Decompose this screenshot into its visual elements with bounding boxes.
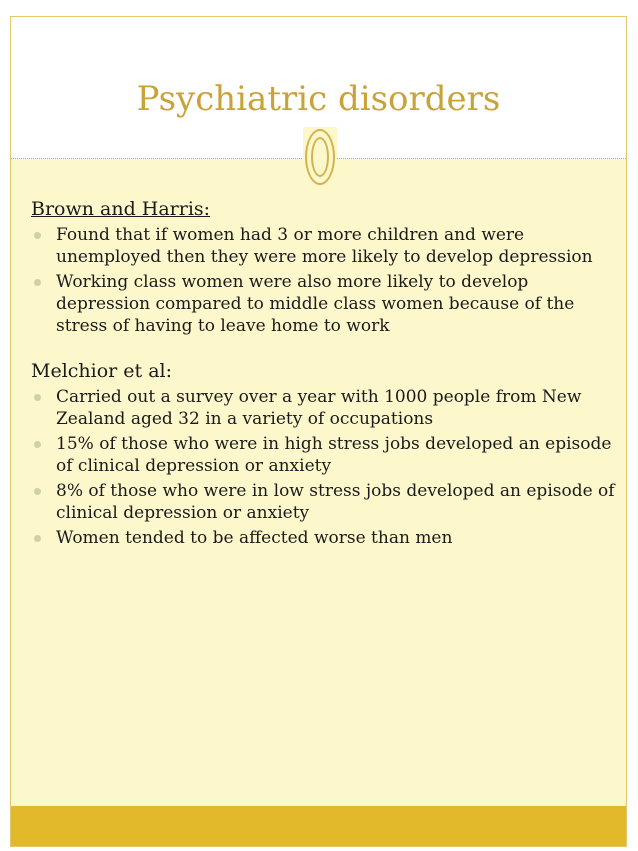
bullet-item [31, 527, 616, 549]
footer-band [11, 806, 626, 846]
bullet-item [31, 480, 616, 524]
bullet-text: Women tended to be affected worse than men [56, 528, 453, 548]
bullet-dot-icon [34, 279, 41, 286]
bullet-text: 8% of those who were in low stress jobs developed an episode of clinical depression or anxiety [56, 481, 615, 523]
bullet-dot-icon [34, 441, 41, 448]
slide-title: Psychiatric disorders [136, 79, 501, 119]
bullet-item [31, 224, 616, 268]
bullet-dot-icon [34, 394, 41, 401]
bullet-text: Found that if women had 3 or more children and were unemployed then they were more likely to develop depression [56, 225, 593, 267]
oval-ornament-icon [303, 127, 337, 187]
ornament-inner-ring [311, 137, 329, 177]
bullet-item [31, 433, 616, 477]
bullet-dot-icon [34, 232, 41, 239]
bullet-item [31, 271, 616, 337]
bullet-list-brown-harris [31, 224, 616, 337]
bullet-text: Carried out a survey over a year with 1000 people from New Zealand aged 32 in a variety of occupations [56, 387, 582, 429]
bullet-dot-icon [34, 535, 41, 542]
section-heading-brown-harris: Brown and Harris: [31, 198, 211, 220]
bullet-item [31, 386, 616, 430]
slide [10, 16, 627, 847]
section-heading-melchior: Melchior et al: [31, 360, 173, 382]
bullet-list-melchior [31, 386, 616, 549]
slide-body [31, 197, 616, 549]
bullet-dot-icon [34, 488, 41, 495]
bullet-text: Working class women were also more likely to develop depression compared to middle class women because of the stress of having to leave home to work [56, 272, 575, 336]
bullet-text: 15% of those who were in high stress jobs developed an episode of clinical depression or anxiety [56, 434, 612, 476]
